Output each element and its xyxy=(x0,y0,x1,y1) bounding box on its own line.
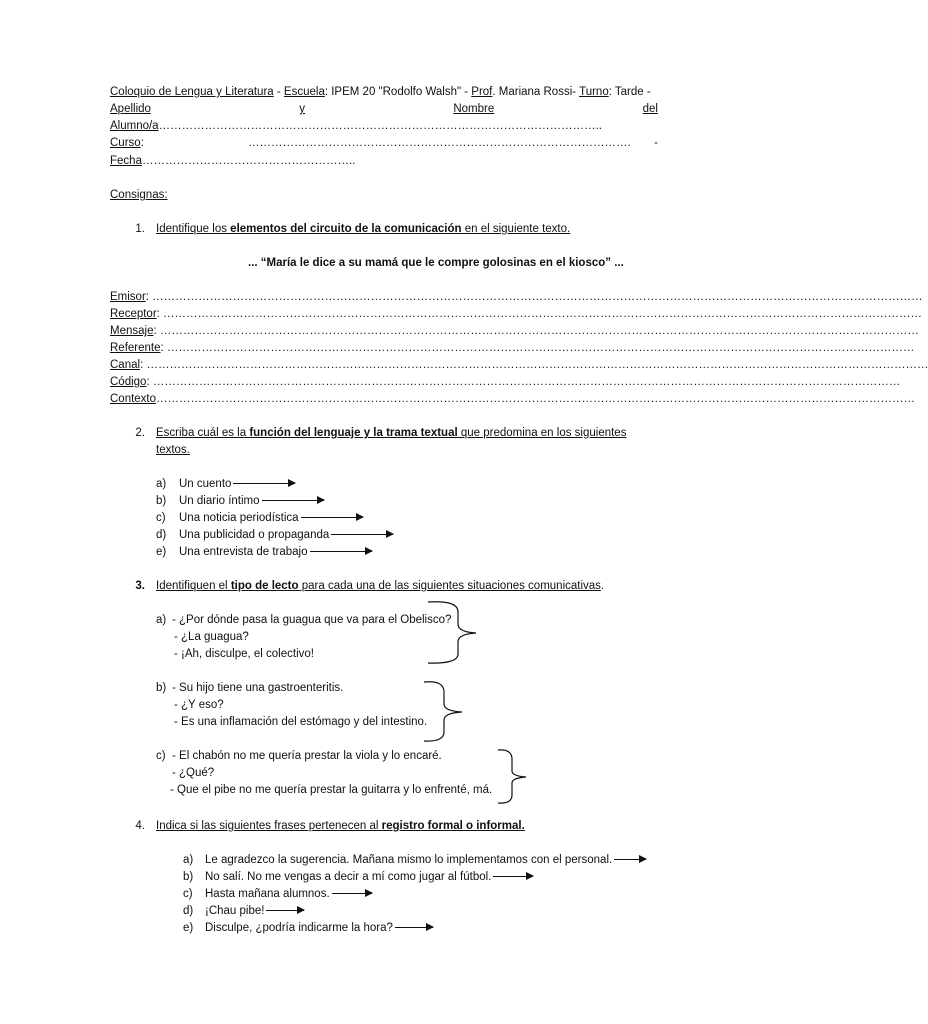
school-label: Escuela xyxy=(283,86,325,98)
shift-label: Turno xyxy=(579,86,609,98)
q3-group-c-letter: c) xyxy=(156,750,166,762)
q4-item-a: Le agradezco la sugerencia. Mañana mismo lo implementamos con el personal. xyxy=(205,854,646,866)
q2-item-e-text: Una entrevista de trabajo xyxy=(179,546,372,558)
header-name-line: Apellido y Nombre del xyxy=(110,103,658,115)
q2-item-d: d) xyxy=(156,529,167,541)
arrow-icon xyxy=(310,551,372,552)
q2-item-c-text: Una noticia periodística xyxy=(179,512,363,524)
field-receptor: Receptor: ……………………………………………………………………………………………………………………………………………………………………………… xyxy=(110,308,923,320)
q4-item-b-letter: b) xyxy=(183,871,194,883)
consignas-heading: Consignas: xyxy=(110,189,168,201)
fecha-dots: ……………………………………………….. xyxy=(141,155,356,167)
arrow-icon xyxy=(332,893,372,894)
q1-number: 1. xyxy=(135,223,145,235)
fecha-line xyxy=(110,155,658,167)
q2-item-e: e) xyxy=(156,546,167,558)
q4-item-d-letter: d) xyxy=(183,905,194,917)
q4-statement: Indica si las siguientes frases pertenecen al registro formal o informal. xyxy=(156,820,525,832)
q1-quote: ... “María le dice a su mamá que le compre golosinas en el kiosco” ... xyxy=(248,257,624,269)
q2-statement-line2: textos. xyxy=(156,444,190,456)
q4-item-d: ¡Chau pibe! xyxy=(205,905,304,917)
field-emisor: Emisor: ………………………………………………………………………………………………………………………………………………………………………………… xyxy=(110,291,923,303)
q3-group-a-line2: - ¿La guagua? xyxy=(174,631,249,643)
q4-item-c: Hasta mañana alumnos. xyxy=(205,888,372,900)
q3-group-b-letter: b) xyxy=(156,682,167,694)
fecha-label: Fecha xyxy=(110,155,142,167)
arrow-icon xyxy=(266,910,304,911)
q3-group-b-line3: - Es una inflamación del estómago y del intestino. xyxy=(174,716,428,728)
course-title: Coloquio de Lengua y Literatura xyxy=(110,86,274,98)
q2-item-d-text: Una publicidad o propaganda xyxy=(179,529,393,541)
q3-group-a-line1: - ¿Por dónde pasa la guagua que va para el Obelisco? xyxy=(172,614,452,626)
q2-item-a-text: Un cuento xyxy=(179,478,295,490)
q3-group-a-letter: a) xyxy=(156,614,167,626)
q2-item-b-text: Un diario íntimo xyxy=(179,495,324,507)
school-value: : IPEM 20 "Rodolfo Walsh" - xyxy=(324,86,472,98)
q4-number: 4. xyxy=(135,820,145,832)
shift-value: : Tarde - xyxy=(608,86,651,98)
q2-item-b: b) xyxy=(156,495,167,507)
arrow-icon xyxy=(262,500,324,501)
q3-statement: Identifiquen el tipo de lecto para cada una de las siguientes situaciones comunicativas. xyxy=(156,580,605,592)
brace-icon xyxy=(498,749,532,805)
student-line xyxy=(110,120,658,132)
arrow-icon xyxy=(493,876,533,877)
arrow-icon xyxy=(395,927,433,928)
q4-item-e: Disculpe, ¿podría indicarme la hora? xyxy=(205,922,433,934)
q2-item-a: a) xyxy=(156,478,167,490)
q3-group-b-line2: - ¿Y eso? xyxy=(174,699,224,711)
q1-statement: Identifique los elementos del circuito de la comunicación en el siguiente texto. xyxy=(156,223,571,235)
field-canal: Canal: …………………………………………………………………………………………………………………………………………………………………………………… xyxy=(110,359,928,371)
q4-item-c-letter: c) xyxy=(183,888,193,900)
q3-group-a-line3: - ¡Ah, disculpe, el colectivo! xyxy=(174,648,314,660)
q3-group-c-line1: - El chabón no me quería prestar la viola y lo encaré. xyxy=(172,750,442,762)
brace-icon xyxy=(424,680,472,744)
curso-label: Curso xyxy=(110,137,141,149)
curso-line: Curso: ………………………………………………………………………………………. - xyxy=(110,137,658,149)
q3-number: 3. xyxy=(135,580,145,592)
student-dots: …………………………………………………………………………………………………….. xyxy=(158,120,602,132)
q4-item-a-letter: a) xyxy=(183,854,194,866)
q4-item-e-letter: e) xyxy=(183,922,194,934)
prof-label: Prof xyxy=(471,86,493,98)
q2-number: 2. xyxy=(135,427,145,439)
field-codigo: Código: …………………………………………………………………………………………………………………………………………………………………………… xyxy=(110,376,901,388)
arrow-icon xyxy=(301,517,363,518)
student-label: Alumno/a xyxy=(110,120,159,132)
q2-item-c: c) xyxy=(156,512,166,524)
q3-group-c-line2: - ¿Qué? xyxy=(172,767,215,779)
field-referente: Referente: …………………………………………………………………………………………………………………………………………………………………………… xyxy=(110,342,915,354)
curso-dots: ………………………………………………………………………………………. xyxy=(248,137,631,149)
header-line-1: Coloquio de Lengua y Literatura - Escuela: IPEM 20 "Rodolfo Walsh" - Prof. Mariana Rossi- Turno: Tarde - xyxy=(110,86,651,98)
field-mensaje: Mensaje: ……………………………………………………………………………………………………………………………………………………………………………… xyxy=(110,325,919,337)
brace-icon xyxy=(428,600,480,666)
q3-group-b-line1: - Su hijo tiene una gastroenteritis. xyxy=(172,682,344,694)
arrow-icon xyxy=(614,859,646,860)
arrow-icon xyxy=(233,483,295,484)
field-contexto: Contexto……………………………………………………………………………………………………………………………………………………………………………… xyxy=(110,393,916,405)
q4-item-b: No salí. No me vengas a decir a mí como jugar al fútbol. xyxy=(205,871,533,883)
prof-value: . Mariana Rossi- xyxy=(492,86,580,98)
q3-group-c-line3: - Que el pibe no me quería prestar la guitarra y lo enfrenté, má. xyxy=(170,784,493,796)
q2-statement: Escriba cuál es la función del lenguaje y la trama textual que predomina en los siguientes xyxy=(156,427,627,439)
arrow-icon xyxy=(331,534,393,535)
